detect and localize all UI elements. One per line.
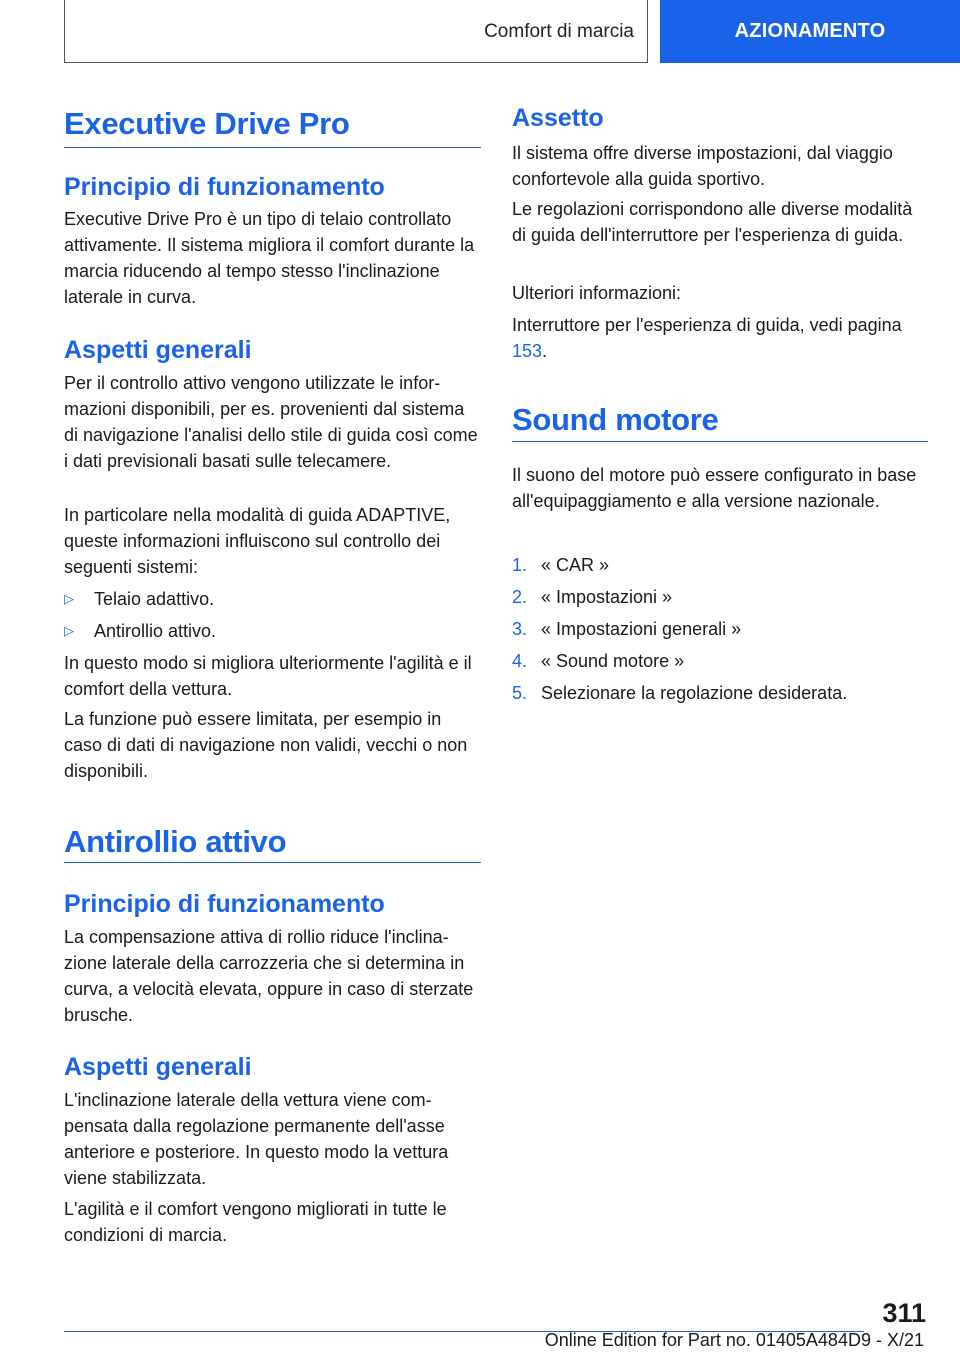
- subheading-principio: Principio di funzionamento: [64, 173, 385, 201]
- heading-rule: [512, 441, 928, 442]
- paragraph: Ulteriori informazioni:: [512, 283, 682, 303]
- heading-sound-motore: Sound motore: [512, 402, 719, 437]
- list-item: 2. « Impostazioni »: [512, 587, 673, 607]
- list-item: 5. Selezionare la regolazione desiderata.: [512, 683, 848, 703]
- edition-note: Online Edition for Part no. 01405A484D9 - X/21: [544, 1330, 924, 1350]
- list-item: ▷ Telaio adattivo.: [64, 586, 481, 612]
- paragraph: Il suono del motore può essere configurato in base all'equipaggiamento e alla versione nazionale.: [512, 465, 917, 511]
- steps-list: [512, 552, 928, 712]
- heading-rule: [64, 862, 481, 863]
- paragraph: In questo modo si migliora ulteriormente l'agilità e il comfort della vettura.: [64, 653, 472, 699]
- list-item: 1. « CAR »: [512, 555, 610, 575]
- paragraph-with-link: Interruttore per l'esperienza di guida, vedi pagina 153.: [512, 315, 902, 361]
- list-item: 4. « Sound motore »: [512, 651, 685, 671]
- paragraph: In particolare nella modalità di guida ADAPTIVE, queste informazioni influiscono sul controllo dei seguenti sistemi:: [64, 505, 451, 577]
- section-title: Comfort di marcia: [484, 20, 634, 42]
- triangle-bullet-icon: ▷: [64, 623, 74, 638]
- subheading-principio: Principio di funzionamento: [64, 890, 385, 918]
- subheading-aspetti: Aspetti generali: [64, 1053, 252, 1081]
- paragraph: Per il controllo attivo vengono utilizzate le informazioni disponibili, per es. provenienti dal sistema di navigazione l'analisi dello stile di guida così come i dati previsionali basati sulle telecamere.: [64, 373, 478, 471]
- subheading-aspetti: Aspetti generali: [64, 336, 252, 364]
- paragraph: Executive Drive Pro è un tipo di telaio controllato attivamente. Il sistema migliora il comfort durante la marcia riducendo al tempo stesso l'inclinazione laterale in curva.: [64, 209, 475, 307]
- list-item: ▷ Antirollio attivo.: [64, 618, 481, 644]
- chapter-tab[interactable]: AZIONAMENTO: [660, 0, 960, 63]
- heading-antirollio-attivo: Antirollio attivo: [64, 824, 287, 859]
- page-number: 311: [882, 1298, 926, 1328]
- paragraph: L'inclinazione laterale della vettura viene compensata dalla regolazione permanente dell'asse anteriore e posteriore. In questo modo la vettura viene stabilizzata.: [64, 1090, 449, 1188]
- paragraph: Le regolazioni corrispondono alle diverse modalità di guida dell'interruttore per l'esperienza di guida.: [512, 199, 913, 245]
- paragraph: La funzione può essere limitata, per esempio in caso di dati di navigazione non validi, vecchi o non disponibili.: [64, 709, 468, 781]
- paragraph: La compensazione attiva di rollio riduce l'inclinazione laterale della carrozzeria che si determina in curva, a velocità elevata, oppure in caso di sterzate brusche.: [64, 927, 474, 1025]
- heading-rule: [64, 147, 481, 148]
- heading-executive-drive-pro: Executive Drive Pro: [64, 106, 350, 141]
- paragraph: Il sistema offre diverse impostazioni, dal viaggio confortevole alla guida sportivo.: [512, 143, 893, 189]
- subheading-assetto: Assetto: [512, 104, 604, 132]
- page-reference-link[interactable]: 153: [512, 341, 543, 361]
- triangle-bullet-icon: ▷: [64, 591, 74, 606]
- paragraph: L'agilità e il comfort vengono migliorati in tutte le condizioni di marcia.: [64, 1199, 447, 1245]
- list-item: 3. « Impostazioni generali »: [512, 619, 742, 639]
